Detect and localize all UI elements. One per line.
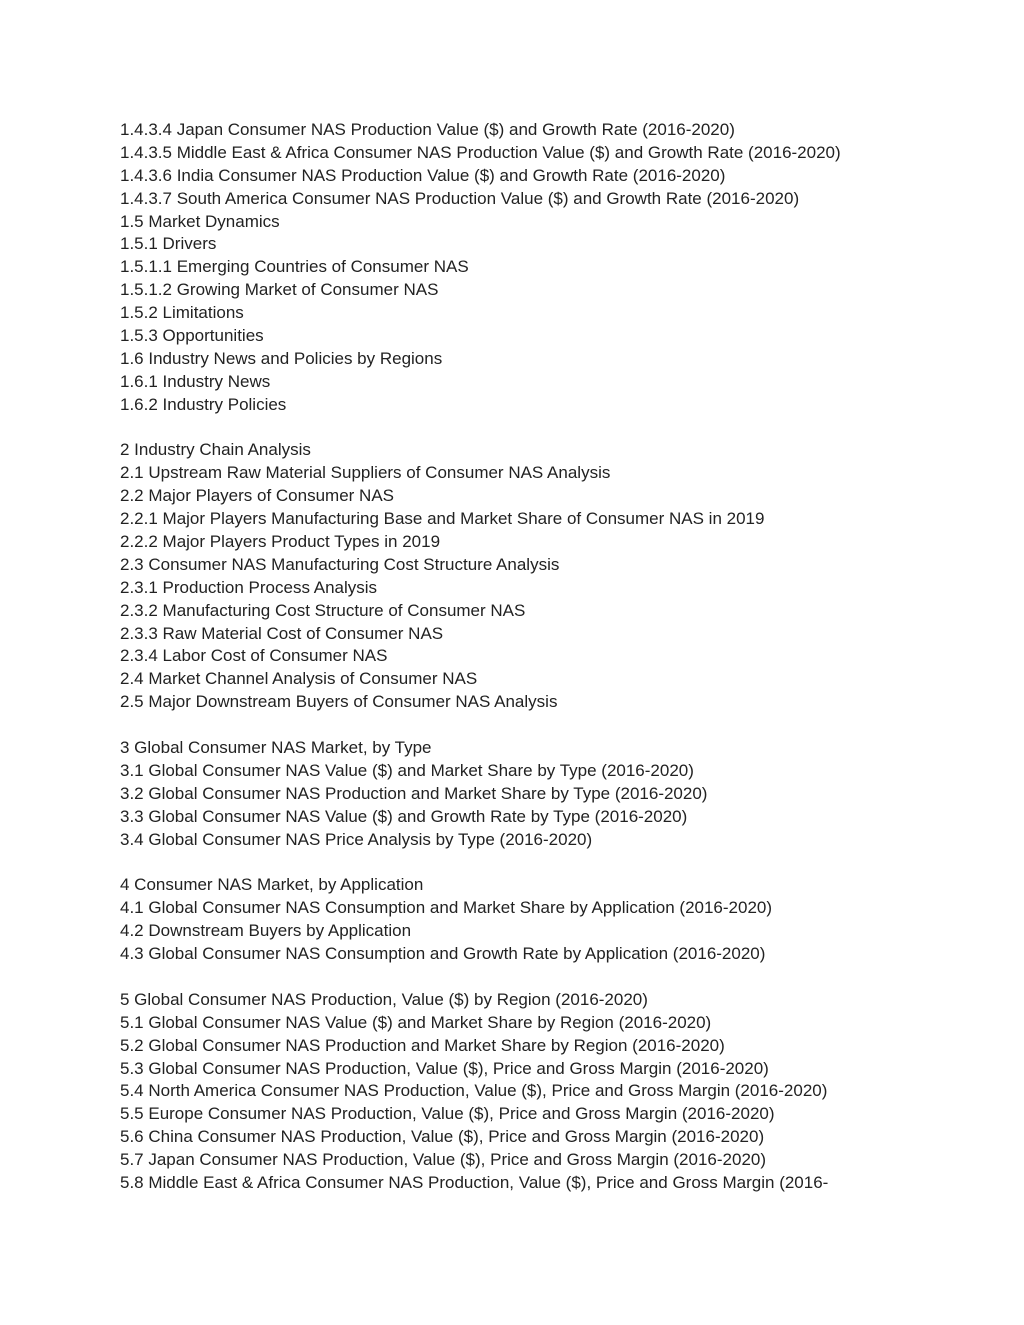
toc-line: 5.4 North America Consumer NAS Production, Value ($), Price and Gross Margin (2016-2020) [120,1081,828,1101]
section-gap [120,852,1000,875]
toc-line: 5.7 Japan Consumer NAS Production, Value ($), Price and Gross Margin (2016-2020) [120,1150,767,1170]
toc-line: 1.6.2 Industry Policies [120,394,287,414]
toc-line: 5.8 Middle East & Africa Consumer NAS Production, Value ($), Price and Gross Margin (2016- [120,1172,829,1192]
toc-line: 1.6 Industry News and Policies by Regions [120,348,443,368]
toc-line: 1.5.1.1 Emerging Countries of Consumer NAS [120,257,469,277]
toc-heading: 5 Global Consumer NAS Production, Value ($) by Region (2016-2020) [120,989,648,1009]
toc-line: 1.5.3 Opportunities [120,326,264,346]
toc-heading: 2 Industry Chain Analysis [120,440,311,460]
toc-line: 2.2.2 Major Players Product Types in 2019 [120,532,441,552]
toc-line: 1.4.3.4 Japan Consumer NAS Production Value ($) and Growth Rate (2016-2020) [120,120,735,139]
document-page [120,119,1000,1195]
toc-line: 5.3 Global Consumer NAS Production, Value ($), Price and Gross Margin (2016-2020) [120,1058,769,1078]
toc-line: 1.5 Market Dynamics [120,211,280,231]
toc-section-3 [120,737,1000,851]
toc-line: 5.2 Global Consumer NAS Production and Market Share by Region (2016-2020) [120,1035,725,1055]
toc-section-2 [120,439,1000,714]
toc-line: 3.3 Global Consumer NAS Value ($) and Growth Rate by Type (2016-2020) [120,806,688,826]
toc-line: 2.3.1 Production Process Analysis [120,577,378,597]
toc-line: 1.4.3.6 India Consumer NAS Production Value ($) and Growth Rate (2016-2020) [120,165,726,185]
toc-line: 1.5.1 Drivers [120,234,217,254]
toc-line: 5.6 China Consumer NAS Production, Value ($), Price and Gross Margin (2016-2020) [120,1127,765,1147]
toc-line: 1.5.1.2 Growing Market of Consumer NAS [120,280,439,300]
toc-line: 5.1 Global Consumer NAS Value ($) and Market Share by Region (2016-2020) [120,1012,712,1032]
toc-section-5 [120,989,1000,1195]
toc-section-4 [120,874,1000,966]
section-gap [120,714,1000,737]
toc-line: 4.1 Global Consumer NAS Consumption and Market Share by Application (2016-2020) [120,898,773,918]
toc-heading: 3 Global Consumer NAS Market, by Type [120,738,432,758]
toc-line: 2.3.4 Labor Cost of Consumer NAS [120,646,388,666]
toc-line: 2.3 Consumer NAS Manufacturing Cost Structure Analysis [120,554,560,574]
toc-line: 2.5 Major Downstream Buyers of Consumer NAS Analysis [120,692,558,712]
toc-line: 2.3.2 Manufacturing Cost Structure of Consumer NAS [120,600,526,620]
toc-section-1 [120,119,1000,417]
toc-line: 3.4 Global Consumer NAS Price Analysis by Type (2016-2020) [120,829,593,849]
toc-line: 3.1 Global Consumer NAS Value ($) and Market Share by Type (2016-2020) [120,760,694,780]
toc-line: 2.3.3 Raw Material Cost of Consumer NAS [120,623,444,643]
toc-line: 4.3 Global Consumer NAS Consumption and Growth Rate by Application (2016-2020) [120,944,766,964]
toc-line: 2.2 Major Players of Consumer NAS [120,486,394,506]
toc-line: 4.2 Downstream Buyers by Application [120,921,412,941]
section-gap [120,966,1000,989]
toc-line: 1.5.2 Limitations [120,303,244,323]
toc-line: 3.2 Global Consumer NAS Production and Market Share by Type (2016-2020) [120,783,708,803]
toc-line: 2.2.1 Major Players Manufacturing Base and Market Share of Consumer NAS in 2019 [120,509,765,529]
toc-line: 2.1 Upstream Raw Material Suppliers of Consumer NAS Analysis [120,463,611,483]
toc-line: 1.4.3.5 Middle East & Africa Consumer NAS Production Value ($) and Growth Rate (2016-2020) [120,142,841,162]
toc-line: 2.4 Market Channel Analysis of Consumer NAS [120,669,478,689]
toc-line: 1.6.1 Industry News [120,371,271,391]
section-gap [120,417,1000,440]
toc-line: 5.5 Europe Consumer NAS Production, Value ($), Price and Gross Margin (2016-2020) [120,1104,775,1124]
toc-line: 1.4.3.7 South America Consumer NAS Production Value ($) and Growth Rate (2016-2020) [120,188,800,208]
toc-heading: 4 Consumer NAS Market, by Application [120,875,424,895]
